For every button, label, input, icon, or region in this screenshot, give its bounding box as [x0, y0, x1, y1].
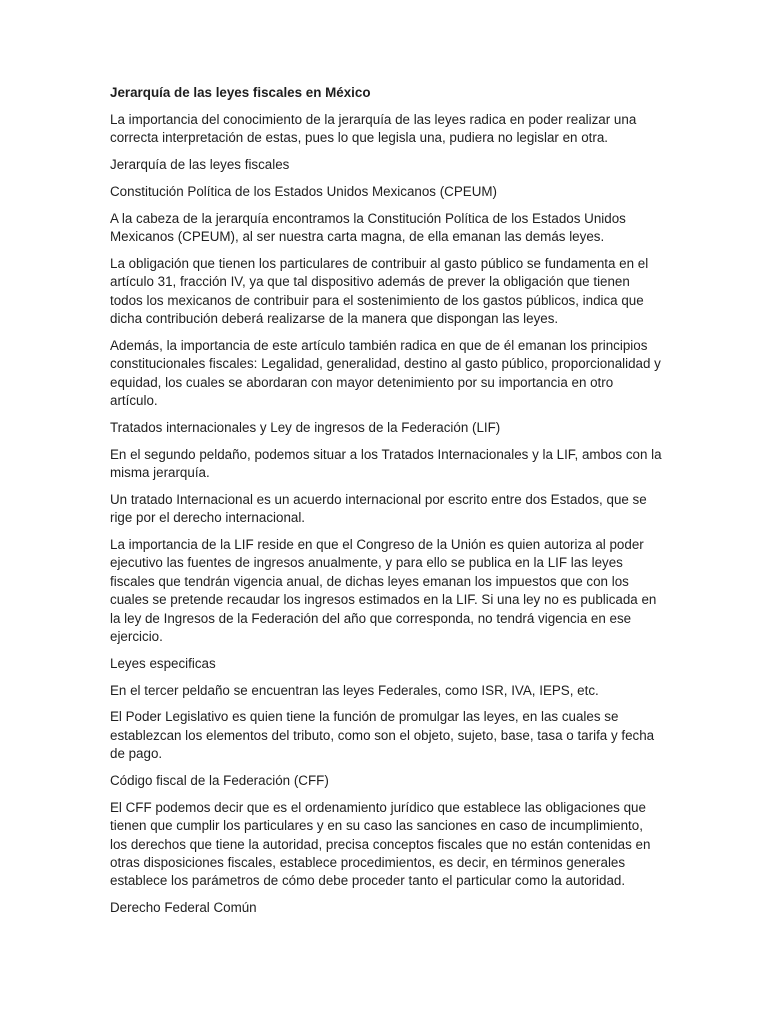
paragraph: La importancia de la LIF reside en que el Congreso de la Unión es quien autoriza al poder ejecutivo las fuentes de ingresos anualmente, y para ello se publica en la LIF las leyes fiscales que tendrán vigencia anual, de dichas leyes emanan los impuestos que con los cuales se pretende recaudar los ingresos estimados en la LIF. Si una ley no es publicada en la ley de Ingresos de la Federación del año que corresponda, no tendrá vigencia en ese ejercicio.: [110, 537, 657, 645]
paragraph: Además, la importancia de este artículo también radica en que de él emanan los principios constitucionales fiscales: Legalidad, generalidad, destino al gasto público, proporcionalidad y equidad, los cuales se abordaran con mayor detenimiento por su importancia en otro artículo.: [110, 337, 661, 409]
paragraph: El Poder Legislativo es quien tiene la función de promulgar las leyes, en las cuales se establezcan los elementos del tributo, como son el objeto, sujeto, base, tasa o tarifa y fecha de pago.: [110, 709, 655, 762]
paragraph-intro: La importancia del conocimiento de la jerarquía de las leyes radica en poder realizar una correcta interpretación de estas, pues lo que legisla una, pudiera no legislar en otra.: [110, 111, 637, 146]
paragraph: En el segundo peldaño, podemos situar a los Tratados Internacionales y la LIF, ambos con la misma jerarquía.: [110, 446, 662, 481]
section-heading: Código fiscal de la Federación (CFF): [110, 773, 329, 789]
document-body: [110, 84, 662, 926]
document-title: Jerarquía de las leyes fiscales en México: [110, 85, 371, 100]
paragraph: El CFF podemos decir que es el ordenamiento jurídico que establece las obligaciones que tienen que cumplir los particulares y en su caso las sanciones en caso de incumplimiento, los derechos que tiene la autoridad, precisa conceptos fiscales que no están contenidas en otras disposiciones fiscales, establece procedimientos, es decir, en términos generales establece los parámetros de cómo debe proceder tanto el particular como la autoridad.: [110, 799, 651, 889]
section-heading: Tratados internacionales y Ley de ingresos de la Federación (LIF): [110, 419, 501, 435]
paragraph: La obligación que tienen los particulares de contribuir al gasto público se fundamenta en el artículo 31, fracción IV, ya que tal dispositivo además de prever la obligación que tienen todos los mexicanos de contribuir para el sostenimiento de los gastos públicos, indica que dicha contribución deberá realizarse de la manera que dispongan las leyes.: [110, 255, 649, 327]
paragraph: A la cabeza de la jerarquía encontramos la Constitución Política de los Estados Unidos Mexicanos (CPEUM), al ser nuestra carta magna, de ella emanan las demás leyes.: [110, 210, 626, 244]
section-heading: Jerarquía de las leyes fiscales: [110, 157, 290, 172]
section-heading: Derecho Federal Común: [110, 900, 257, 916]
section-heading: Leyes especificas: [110, 655, 216, 671]
paragraph: En el tercer peldaño se encuentran las leyes Federales, como ISR, IVA, IEPS, etc.: [110, 682, 599, 698]
paragraph: Un tratado Internacional es un acuerdo internacional por escrito entre dos Estados, que se rige por el derecho internacional.: [110, 491, 647, 526]
section-heading: Constitución Política de los Estados Unidos Mexicanos (CPEUM): [110, 183, 498, 199]
